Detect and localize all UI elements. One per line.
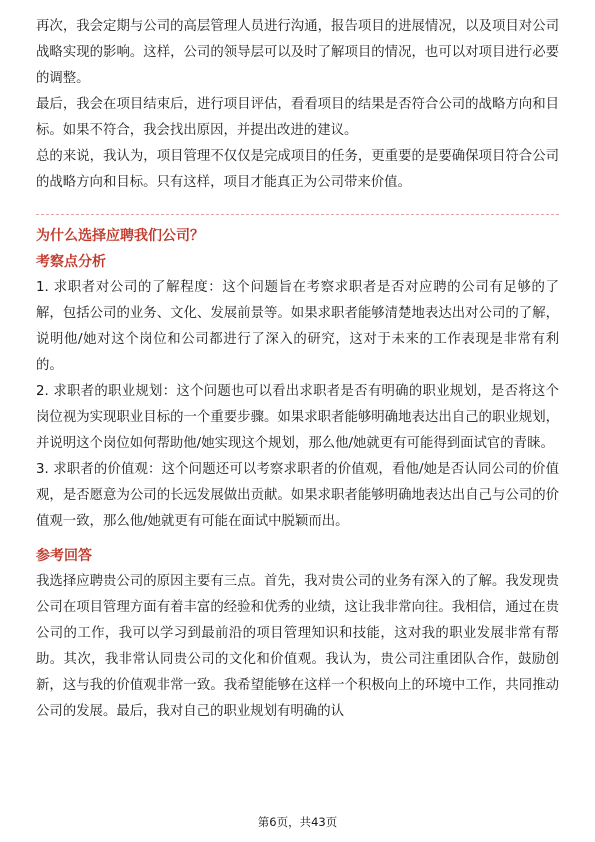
section-divider bbox=[36, 214, 559, 215]
question-heading: 为什么选择应聘我们公司？ bbox=[36, 228, 204, 244]
reference-heading: 参考回答 bbox=[36, 548, 92, 564]
analysis-point-1: 1. 求职者对公司的了解程度：这个问题旨在考察求职者是否对应聘的公司有足够的了解，包括公司的业务、文化、发展前景等。如果求职者能够清楚地表达出对公司的了解，说明他/她对这个岗位和公司都进行了深入的研究，这对于未来的工作表现是非常有利的。 bbox=[36, 280, 559, 373]
document-page bbox=[36, 14, 559, 725]
intro-paragraph-3: 总的来说，我认为，项目管理不仅仅是完成项目的任务，更重要的是要确保项目符合公司的战略方向和目标。只有这样，项目才能真正为公司带来价值。 bbox=[36, 149, 559, 190]
analysis-point-2: 2. 求职者的职业规划：这个问题也可以看出求职者是否有明确的职业规划，是否将这个岗位视为实现职业目标的一个重要步骤。如果求职者能够明确地表达出自己的职业规划，并说明这个岗位如何帮助他/她实现这个规划，那么他/她就更有可能得到面试官的青睐。 bbox=[36, 384, 559, 451]
analysis-heading: 考察点分析 bbox=[36, 254, 106, 270]
intro-paragraph-1: 再次，我会定期与公司的高层管理人员进行沟通，报告项目的进展情况，以及项目对公司战略实现的影响。这样，公司的领导层可以及时了解项目的情况，也可以对项目进行必要的调整。 bbox=[36, 19, 559, 86]
analysis-point-3: 3. 求职者的价值观：这个问题还可以考察求职者的价值观，看他/她是否认同公司的价值观，是否愿意为公司的长远发展做出贡献。如果求职者能够明确地表达出自己与公司的价值观一致，那么他/她就更有可能在面试中脱颖而出。 bbox=[36, 462, 559, 529]
spacer bbox=[36, 535, 559, 543]
page-footer: 第6页，共43页 bbox=[257, 815, 338, 829]
reference-answer: 我选择应聘贵公司的原因主要有三点。首先，我对贵公司的业务有深入的了解。我发现贵公司在项目管理方面有着丰富的经验和优秀的业绩，这让我非常向往。我相信，通过在贵公司的工作，我可以学习到最前沿的项目管理知识和技能，这对我的职业发展非常有帮助。其次，我非常认同贵公司的文化和价值观。我认为，贵公司注重团队合作，鼓励创新，这与我的价值观非常一致。我希望能够在这样一个积极向上的环境中工作，共同推动公司的发展。最后，我对自己的职业规划有明确的认 bbox=[36, 574, 559, 719]
intro-paragraph-2: 最后，我会在项目结束后，进行项目评估，看看项目的结果是否符合公司的战略方向和目标。如果不符合，我会找出原因，并提出改进的建议。 bbox=[36, 97, 559, 138]
